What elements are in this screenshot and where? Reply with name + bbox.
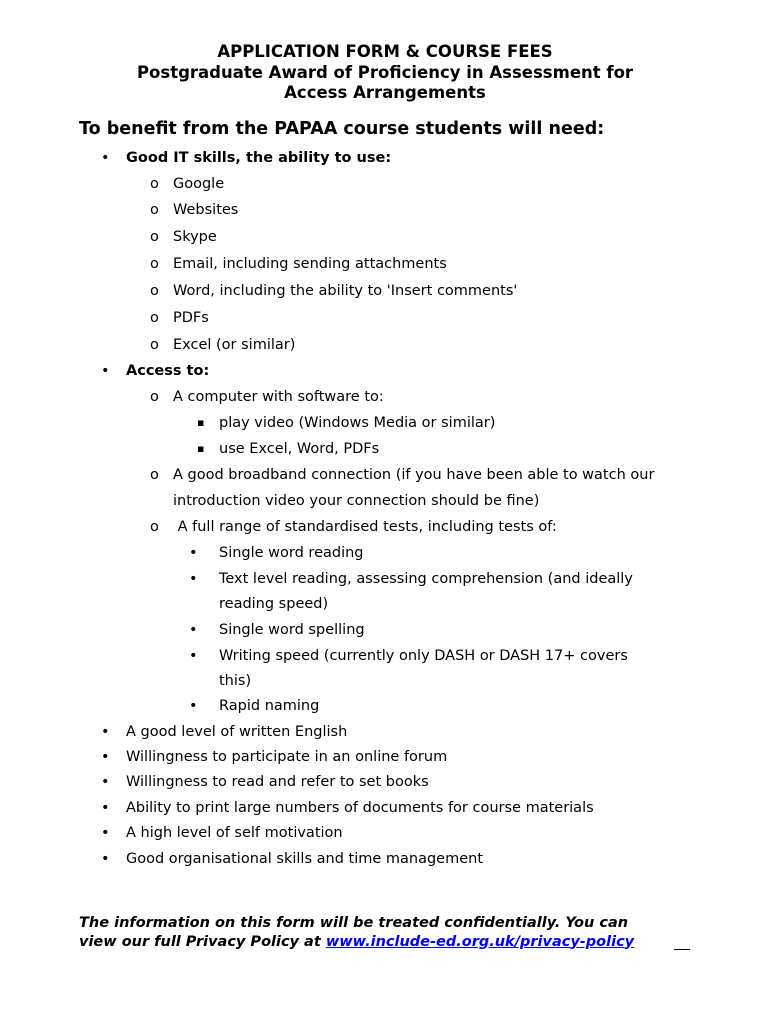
access-computer: A computer with software to:: [173, 389, 384, 405]
bullet-marker: •: [101, 800, 110, 816]
bullet-marker: •: [101, 724, 110, 740]
circle-marker: o: [150, 176, 159, 192]
requirement-print-documents: Ability to print large numbers of documents for course materials: [126, 800, 594, 816]
requirement-set-books: Willingness to read and refer to set books: [126, 774, 429, 790]
privacy-notice-prefix: view our full Privacy Policy at: [79, 933, 326, 950]
title-block: [0, 42, 770, 104]
bullet-marker: •: [101, 363, 110, 379]
privacy-policy-link[interactable]: www.include-ed.org.uk/privacy-policy: [325, 933, 635, 950]
footer-underline-rule: [674, 949, 690, 950]
title-line-1: APPLICATION FORM & COURSE FEES: [217, 42, 553, 61]
requirements-heading: To benefit from the PAPAA course students will need:: [79, 119, 605, 139]
title-line-2: Postgraduate Award of Proficiency in Assessment for: [136, 62, 634, 82]
bullet-marker: •: [189, 698, 198, 714]
title-line-3: Access Arrangements: [284, 83, 486, 102]
circle-marker: o: [150, 229, 159, 245]
test-item-writing-speed-cont: this): [219, 673, 252, 689]
software-item-office: use Excel, Word, PDFs: [219, 441, 380, 457]
software-item-video: play video (Windows Media or similar): [219, 415, 496, 431]
bullet-access: Access to:: [126, 363, 210, 379]
bullet-marker: •: [189, 648, 198, 664]
circle-marker: o: [150, 283, 159, 299]
test-item-spelling: Single word spelling: [219, 622, 365, 638]
square-marker: ▪: [197, 442, 205, 455]
circle-marker: o: [150, 202, 159, 218]
circle-marker: o: [150, 519, 159, 535]
privacy-notice-line1: The information on this form will be treated confidentially. You can: [79, 915, 629, 931]
bullet-marker: •: [101, 749, 110, 765]
requirement-online-forum: Willingness to participate in an online forum: [126, 749, 448, 765]
test-item-text-reading-cont: reading speed): [219, 596, 329, 612]
it-item-websites: Websites: [173, 202, 239, 218]
bullet-marker: •: [101, 825, 110, 841]
circle-marker: o: [150, 389, 159, 405]
access-tests: A full range of standardised tests, including tests of:: [173, 519, 557, 535]
requirement-organisation: Good organisational skills and time management: [126, 851, 484, 867]
it-item-excel: Excel (or similar): [173, 337, 296, 353]
access-broadband-line2: introduction video your connection should be fine): [173, 493, 540, 509]
test-item-word-reading: Single word reading: [219, 545, 364, 561]
bullet-marker: •: [101, 150, 110, 166]
bullet-marker: •: [189, 622, 198, 638]
test-item-writing-speed: Writing speed (currently only DASH or DASH 17+ covers: [219, 648, 628, 664]
bullet-marker: •: [189, 545, 198, 561]
access-broadband-line1: A good broadband connection (if you have been able to watch our: [173, 467, 655, 483]
it-item-google: Google: [173, 176, 225, 192]
square-marker: ▪: [197, 416, 205, 429]
circle-marker: o: [150, 337, 159, 353]
test-item-rapid-naming: Rapid naming: [219, 698, 320, 714]
it-item-email: Email, including sending attachments: [173, 256, 447, 272]
privacy-notice: [79, 914, 634, 951]
requirement-self-motivation: A high level of self motivation: [126, 825, 343, 841]
privacy-notice-line2: [79, 933, 634, 952]
bullet-it-skills: Good IT skills, the ability to use:: [126, 150, 392, 166]
circle-marker: o: [150, 256, 159, 272]
bullet-marker: •: [189, 571, 198, 587]
it-item-skype: Skype: [173, 229, 217, 245]
test-item-text-reading: Text level reading, assessing comprehension (and ideally: [219, 571, 633, 587]
requirement-written-english: A good level of written English: [126, 724, 348, 740]
bullet-marker: •: [101, 851, 110, 867]
it-item-pdfs: PDFs: [173, 310, 209, 326]
circle-marker: o: [150, 310, 159, 326]
it-item-word: Word, including the ability to 'Insert comments': [173, 283, 518, 299]
bullet-marker: •: [101, 774, 110, 790]
circle-marker: o: [150, 467, 159, 483]
